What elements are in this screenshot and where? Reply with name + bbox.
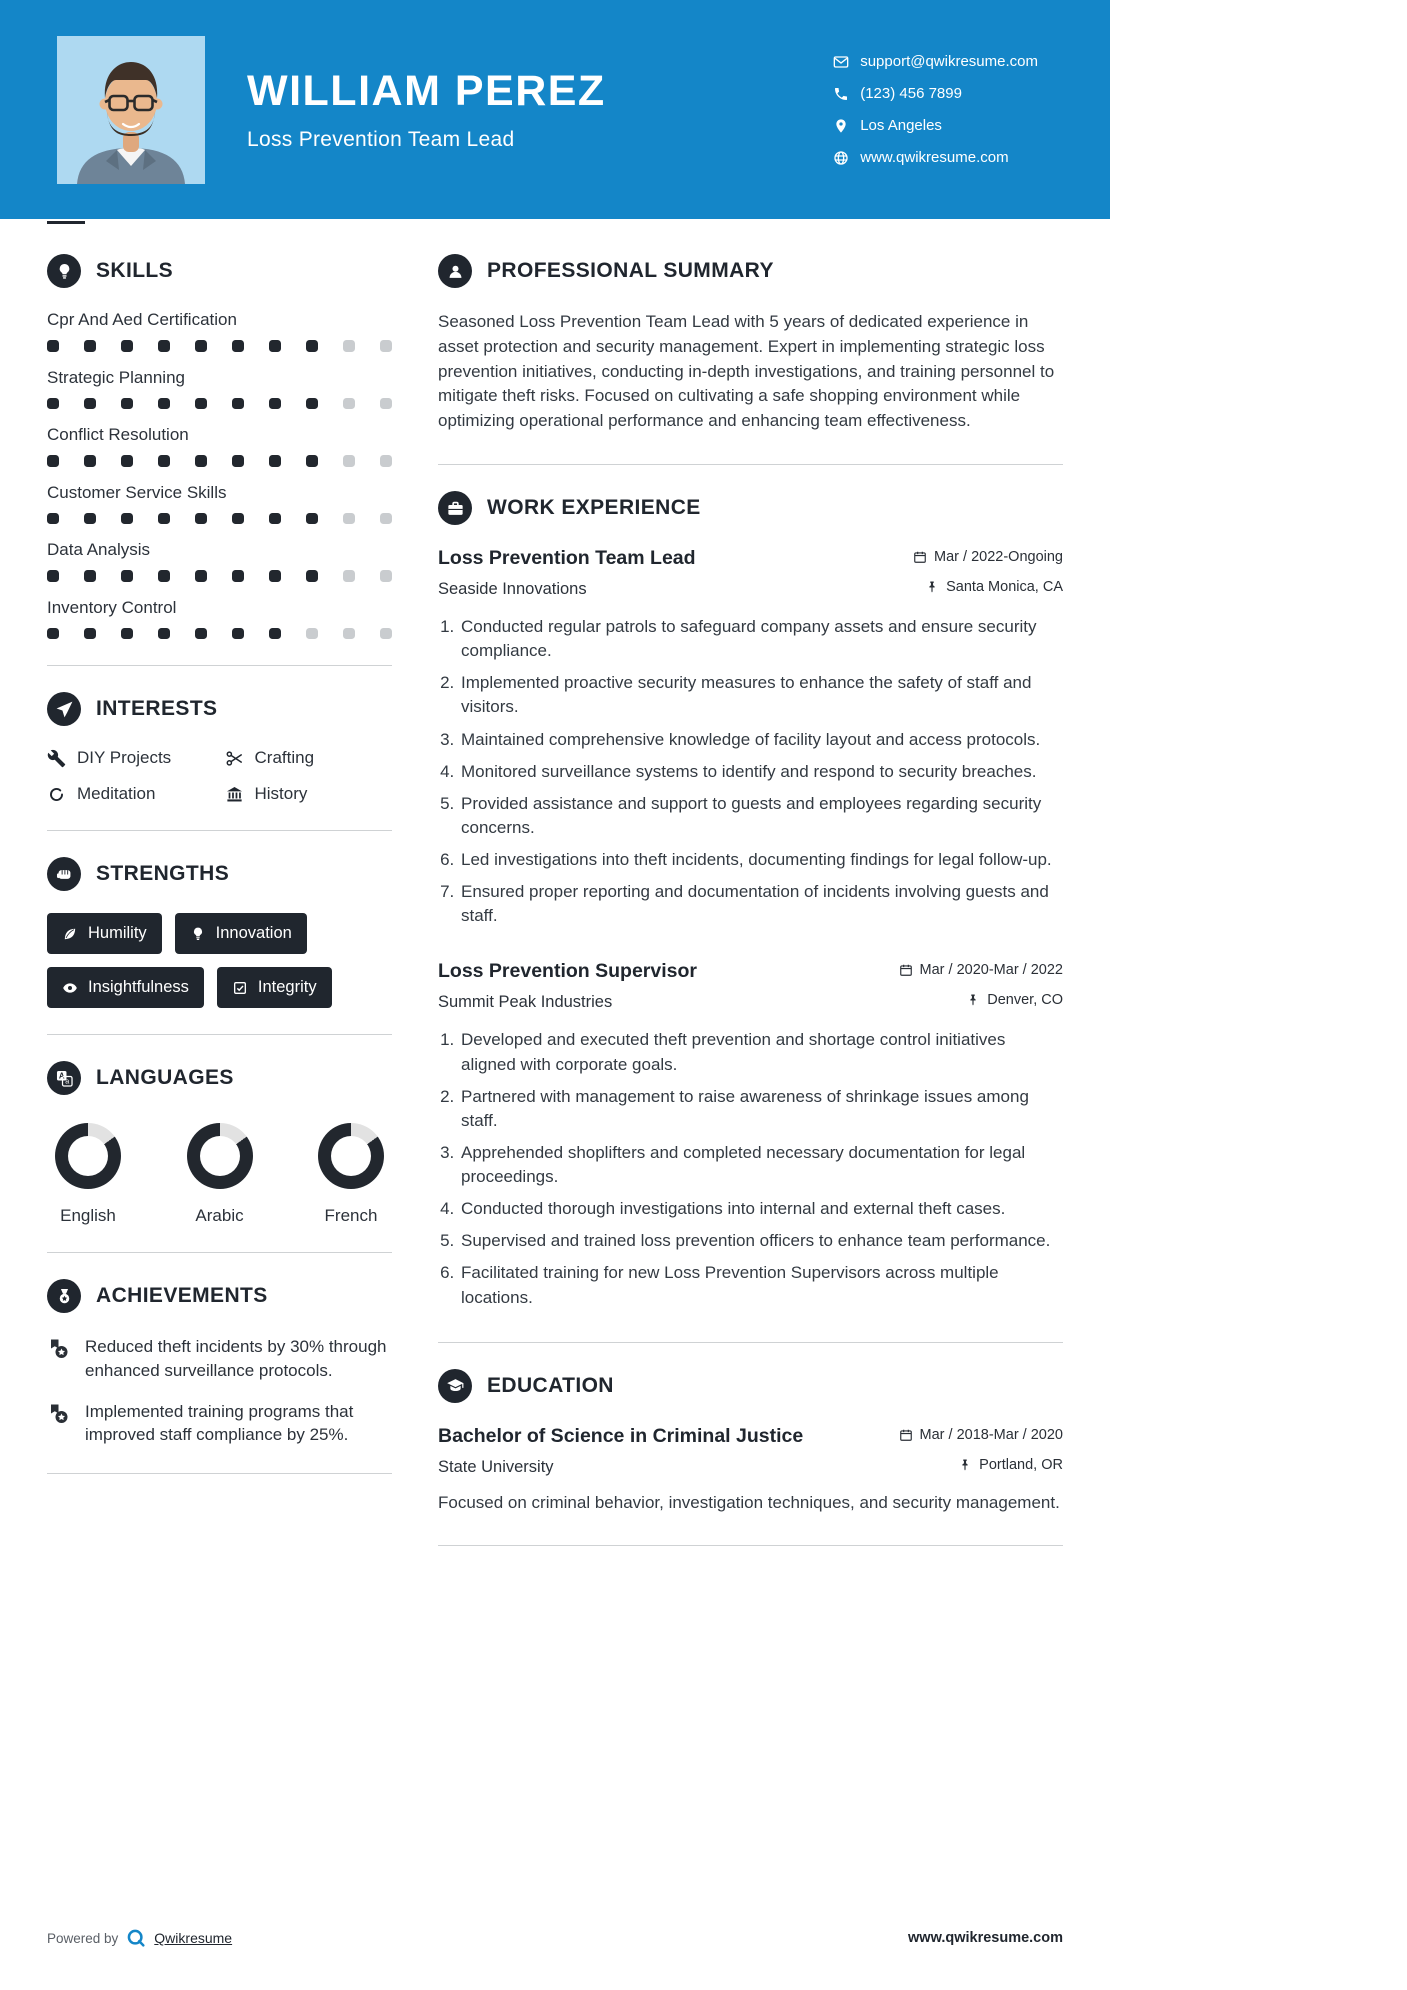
interests-grid [47, 748, 392, 804]
skill-level [47, 455, 392, 467]
section-divider [47, 665, 392, 666]
job-bullet: 5. Provided assistance and support to guests and employees regarding security concerns. [459, 792, 1063, 840]
pushpin-icon [958, 1458, 972, 1472]
skill-dot-filled [121, 513, 133, 525]
interest-label: DIY Projects [77, 748, 172, 767]
skill-dot-empty [343, 570, 355, 582]
skills-section [47, 254, 392, 639]
svg-text:a: a [64, 1077, 69, 1086]
contact-list [833, 53, 1038, 166]
skill-dot-empty [380, 570, 392, 582]
strengths-section [47, 857, 392, 1008]
calendar-icon [899, 963, 913, 977]
language-donut-chart [55, 1123, 121, 1189]
job-bullet: 2. Implemented proactive security measures to enhance the safety of staff and visitors. [459, 671, 1063, 719]
achievement-item [47, 1335, 392, 1383]
job-title: Loss Prevention Team Lead [438, 547, 696, 570]
achievements-section-header [47, 1279, 392, 1313]
skill-dot-filled [84, 398, 96, 410]
globe-icon [833, 150, 849, 166]
location-icon [833, 118, 849, 134]
strengths-section-header [47, 857, 392, 891]
education-section-header [438, 1369, 1063, 1403]
skill-dot-empty [380, 513, 392, 525]
skill-item: Customer Service Skills [47, 483, 392, 525]
skill-level [47, 513, 392, 525]
education-header [438, 1425, 1063, 1448]
badge-ribbon-icon [47, 1402, 71, 1426]
experience-section [438, 491, 1063, 1310]
section-divider [47, 830, 392, 831]
skill-dot-filled [232, 398, 244, 410]
language-donut-chart [318, 1123, 384, 1189]
skill-dot-filled [306, 340, 318, 352]
interest-item [225, 748, 393, 768]
achievements-heading: ACHIEVEMENTS [96, 1284, 268, 1307]
experience-entry [438, 960, 1063, 1309]
skill-dot-filled [269, 513, 281, 525]
summary-heading: PROFESSIONAL SUMMARY [487, 259, 774, 282]
skill-dot-filled [47, 455, 59, 467]
museum-icon [225, 785, 244, 804]
paper-plane-icon [47, 692, 81, 726]
education-location-text: Portland, OR [979, 1456, 1063, 1473]
job-location [925, 579, 1063, 595]
section-divider [438, 464, 1063, 465]
scissors-icon [225, 749, 244, 768]
strength-badge [217, 967, 332, 1008]
job-bullet-list [438, 615, 1063, 928]
fist-icon [47, 857, 81, 891]
skill-dot-empty [343, 455, 355, 467]
interests-section [47, 692, 392, 804]
translate-icon [47, 1061, 81, 1095]
skill-level [47, 628, 392, 640]
skill-dot-empty [343, 628, 355, 640]
skill-item: Cpr And Aed Certification [47, 310, 392, 352]
degree-title: Bachelor of Science in Criminal Justice [438, 1424, 804, 1447]
phone-icon [833, 86, 849, 102]
job-header [438, 960, 1063, 983]
skill-dot-filled [195, 455, 207, 467]
languages-section-header [47, 1061, 392, 1095]
strength-badge [47, 913, 162, 954]
interests-heading: INTERESTS [96, 697, 218, 720]
strength-badge [47, 967, 204, 1008]
experience-section-header [438, 491, 1063, 525]
job-bullet: 3. Apprehended shoplifters and completed necessary documentation for legal proceedings. [459, 1141, 1063, 1189]
job-dates-text: Mar / 2020-Mar / 2022 [919, 962, 1063, 979]
interest-label: History [254, 784, 308, 803]
skill-dot-empty [380, 455, 392, 467]
contact-website-text: www.qwikresume.com [860, 149, 1009, 166]
interest-label: Crafting [254, 748, 315, 767]
skill-dot-filled [232, 455, 244, 467]
email-icon [833, 54, 849, 70]
interest-item [47, 784, 215, 804]
graduation-cap-icon [438, 1369, 472, 1403]
contact-location [833, 117, 1038, 134]
circle-icon [47, 785, 66, 804]
skill-dot-filled [158, 628, 170, 640]
achievement-text: Reduced theft incidents by 30% through enhanced surveillance protocols. [85, 1337, 387, 1380]
interests-section-header [47, 692, 392, 726]
achievement-text: Implemented training programs that improved staff compliance by 25%. [85, 1401, 354, 1445]
education-location [958, 1457, 1063, 1473]
skill-dot-filled [84, 513, 96, 525]
skill-dot-empty [343, 398, 355, 410]
leaf-icon [62, 926, 78, 942]
skill-level [47, 340, 392, 352]
medal-icon [47, 1279, 81, 1313]
section-divider [438, 1545, 1063, 1546]
skill-dot-filled [269, 340, 281, 352]
experience-entry [438, 547, 1063, 928]
identity-block [247, 67, 606, 152]
job-bullet: 6. Facilitated training for new Loss Prevention Supervisors across multiple locations. [459, 1261, 1063, 1309]
language-label: English [60, 1206, 116, 1225]
job-bullet: 4. Conducted thorough investigations into internal and external theft cases. [459, 1197, 1063, 1221]
achievement-item [47, 1400, 392, 1448]
interest-label: Meditation [77, 784, 156, 803]
powered-by-block [47, 1928, 232, 1948]
skill-item: Strategic Planning [47, 368, 392, 410]
footer-website: www.qwikresume.com [908, 1930, 1063, 1946]
section-divider [47, 1473, 392, 1474]
job-bullet: 7. Ensured proper reporting and documentation of incidents involving guests and staff. [459, 880, 1063, 928]
languages-section [47, 1061, 392, 1226]
main-content [0, 224, 1110, 1572]
contact-website [833, 149, 1038, 166]
skill-dot-empty [343, 340, 355, 352]
languages-list [47, 1117, 392, 1226]
qwikresume-logo-icon [126, 1928, 146, 1948]
job-bullet: 1. Developed and executed theft prevention and shortage control initiatives aligned with corporate goals. [459, 1028, 1063, 1076]
briefcase-icon [438, 491, 472, 525]
skill-dot-filled [195, 570, 207, 582]
skill-dot-filled [121, 398, 133, 410]
language-item [187, 1123, 253, 1226]
skill-dot-filled [84, 570, 96, 582]
job-dates [913, 549, 1063, 565]
job-header [438, 547, 1063, 570]
checkbox-icon [232, 980, 248, 996]
job-location-text: Denver, CO [987, 992, 1063, 1009]
job-location-text: Santa Monica, CA [946, 579, 1063, 596]
strengths-heading: STRENGTHS [96, 862, 230, 885]
skill-dot-filled [269, 398, 281, 410]
skill-dot-filled [47, 570, 59, 582]
skill-dot-filled [306, 455, 318, 467]
skills-section-header [47, 254, 392, 288]
job-subheader [438, 992, 1063, 1012]
skill-dot-filled [158, 570, 170, 582]
job-subheader [438, 579, 1063, 599]
strength-badge [175, 913, 307, 954]
strength-label: Innovation [215, 924, 292, 942]
education-heading: EDUCATION [487, 1373, 614, 1397]
skill-dot-filled [232, 513, 244, 525]
skill-dot-filled [195, 513, 207, 525]
job-bullet: 1. Conducted regular patrols to safeguard company assets and ensure security compliance. [459, 615, 1063, 663]
skill-dot-empty [380, 398, 392, 410]
skill-dot-filled [47, 513, 59, 525]
skill-dot-filled [158, 398, 170, 410]
job-bullet: 6. Led investigations into theft incidents, documenting findings for legal follow-up. [459, 848, 1063, 872]
company-name: Seaside Innovations [438, 580, 587, 599]
skill-dot-filled [158, 340, 170, 352]
header [0, 0, 1110, 219]
svg-text:A: A [58, 1071, 65, 1080]
education-section [438, 1369, 1063, 1516]
skill-dot-filled [195, 398, 207, 410]
skill-dot-empty [343, 513, 355, 525]
skill-dot-filled [269, 628, 281, 640]
skill-dot-filled [121, 570, 133, 582]
skill-dot-filled [306, 398, 318, 410]
education-description: Focused on criminal behavior, investigation techniques, and security management. [438, 1492, 1060, 1512]
skill-dot-filled [232, 340, 244, 352]
skill-dot-empty [380, 628, 392, 640]
interest-item [47, 748, 215, 768]
contact-phone [833, 85, 1038, 102]
person-icon [438, 254, 472, 288]
experience-heading: WORK EXPERIENCE [487, 496, 701, 520]
job-bullet: 2. Partnered with management to raise awareness of shrinkage issues among staff. [459, 1085, 1063, 1133]
skill-dot-filled [121, 628, 133, 640]
page-footer [47, 1928, 1063, 1948]
skill-dot-filled [158, 513, 170, 525]
calendar-icon [913, 550, 927, 564]
pushpin-icon [925, 580, 939, 594]
job-location [966, 992, 1063, 1008]
language-label: French [324, 1206, 378, 1225]
strength-label: Insightfulness [88, 978, 189, 996]
skill-item: Data Analysis [47, 540, 392, 582]
job-title: Loss Prevention Supervisor [438, 960, 697, 983]
language-label: Arabic [195, 1206, 244, 1225]
contact-email [833, 53, 1038, 70]
skill-dot-filled [47, 340, 59, 352]
bulb-icon [190, 926, 206, 942]
strengths-row [47, 967, 392, 1008]
skill-dot-filled [158, 455, 170, 467]
qwikresume-link[interactable]: Qwikresume [154, 1930, 233, 1946]
company-name: Summit Peak Industries [438, 993, 613, 1012]
job-dates [899, 962, 1063, 978]
eye-icon [62, 980, 78, 996]
contact-location-text: Los Angeles [860, 117, 942, 134]
language-item [318, 1123, 384, 1226]
skill-dot-filled [306, 513, 318, 525]
skill-dot-filled [84, 455, 96, 467]
skill-dot-filled [47, 398, 59, 410]
language-donut-chart [187, 1123, 253, 1189]
skill-item: Inventory Control [47, 598, 392, 640]
powered-by-label: Powered by [47, 1930, 119, 1946]
job-bullet: 5. Supervised and trained loss prevention officers to enhance team performance. [459, 1229, 1063, 1253]
person-title: Loss Prevention Team Lead [247, 128, 515, 151]
skill-level [47, 398, 392, 410]
education-dates-text: Mar / 2018-Mar / 2020 [919, 1426, 1063, 1443]
calendar-icon [899, 1428, 913, 1442]
job-bullet-list [438, 1028, 1063, 1309]
language-item [55, 1123, 121, 1226]
school-name: State University [438, 1457, 554, 1476]
strength-label: Integrity [257, 978, 317, 996]
summary-section-header [438, 254, 1063, 288]
skill-dot-filled [232, 628, 244, 640]
wrench-icon [47, 749, 66, 768]
contact-phone-text: (123) 456 7899 [860, 85, 962, 102]
summary-section [438, 254, 1063, 434]
section-divider [47, 1034, 392, 1035]
strength-label: Humility [88, 924, 147, 942]
section-divider [47, 1252, 392, 1253]
summary-text: Seasoned Loss Prevention Team Lead with 5 years of dedicated experience in asset protection and security management. Expert in implementing strategic loss prevention initiatives, conducting in-depth investigations, and training personnel to mitigate theft risks. Focused on cultivating a safe shopping environment while optimizing operational performance and enhancing team effectiveness. [438, 312, 1055, 431]
skill-dot-empty [380, 340, 392, 352]
section-divider [438, 1342, 1063, 1343]
education-dates [899, 1427, 1063, 1443]
skill-dot-filled [121, 455, 133, 467]
badge-ribbon-icon [47, 1337, 71, 1361]
skill-dot-filled [195, 628, 207, 640]
profile-photo [57, 36, 205, 184]
lightbulb-icon [47, 254, 81, 288]
pushpin-icon [966, 993, 980, 1007]
person-name: WILLIAM PEREZ [247, 67, 606, 115]
avatar-illustration [57, 36, 205, 184]
achievements-section [47, 1279, 392, 1447]
skills-heading: SKILLS [96, 259, 174, 282]
job-bullet: 4. Monitored surveillance systems to identify and respond to security breaches. [459, 760, 1063, 784]
skill-dot-filled [306, 570, 318, 582]
job-bullet: 3. Maintained comprehensive knowledge of facility layout and access protocols. [459, 728, 1063, 752]
skill-dot-filled [232, 570, 244, 582]
skill-dot-empty [306, 628, 318, 640]
skill-dot-filled [269, 570, 281, 582]
right-column [438, 254, 1063, 1572]
contact-email-text: support@qwikresume.com [860, 53, 1038, 70]
interest-item [225, 784, 393, 804]
skill-dot-filled [84, 340, 96, 352]
skill-dot-filled [195, 340, 207, 352]
left-column [47, 254, 392, 1572]
skill-dot-filled [121, 340, 133, 352]
job-dates-text: Mar / 2022-Ongoing [934, 549, 1063, 566]
skill-dot-filled [84, 628, 96, 640]
skill-item: Conflict Resolution [47, 425, 392, 467]
languages-heading: LANGUAGES [96, 1066, 234, 1089]
skill-dot-filled [47, 628, 59, 640]
education-subheader [438, 1457, 1063, 1477]
skill-dot-filled [269, 455, 281, 467]
strengths-row [47, 913, 392, 954]
skill-level [47, 570, 392, 582]
